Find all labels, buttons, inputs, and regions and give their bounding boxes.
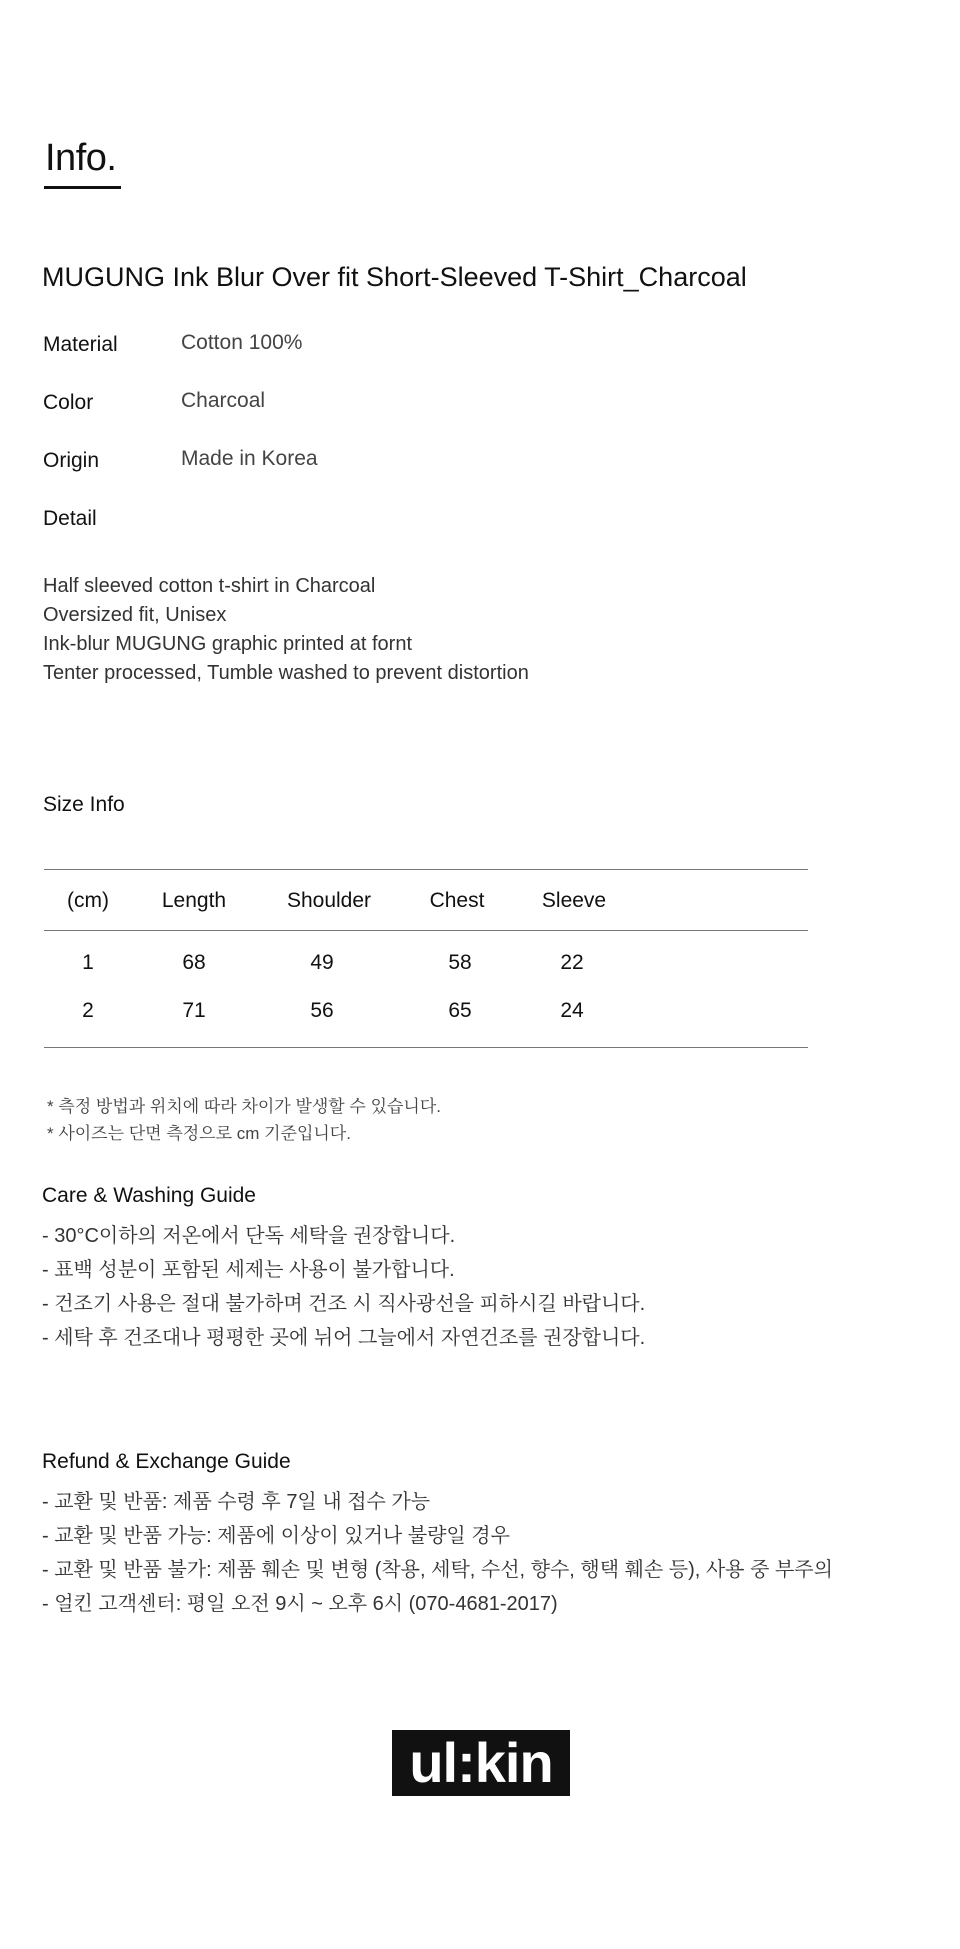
size-notes [47,1093,441,1147]
table-cell-shoulder: 49 [310,951,334,974]
table-cell-length: 71 [182,999,206,1022]
refund-line: - 교환 및 반품 불가: 제품 훼손 및 변형 (착용, 세탁, 수선, 향수, 행택 훼손 등), 사용 중 부주의 [42,1559,833,1581]
care-line: - 30°C이하의 저온에서 단독 세탁을 권장합니다. [42,1225,456,1247]
info-heading-underline [44,186,121,189]
detail-line: Oversized fit, Unisex [43,604,227,626]
refund-line: - 교환 및 반품 가능: 제품에 이상이 있거나 불량일 경우 [42,1525,510,1547]
care-line: - 세탁 후 건조대나 평평한 곳에 뉘어 그늘에서 자연건조를 권장합니다. [42,1327,646,1349]
table-header-sleeve: Sleeve [541,889,607,912]
refund-heading: Refund & Exchange Guide [42,1450,291,1473]
detail-label: Detail [43,507,97,530]
table-cell-chest: 58 [448,951,472,974]
table-bottom-border [44,1047,808,1048]
product-name: MUGUNG Ink Blur Over fit Short-Sleeved T-Shirt_Charcoal [42,262,747,292]
table-header-divider [44,930,808,931]
spec-label: Color [43,391,94,414]
table-header-length: Length [161,889,227,912]
table-cell-size: 1 [82,951,94,974]
refund-line: - 얼킨 고객센터: 평일 오전 9시 ~ 오후 6시 (070-4681-2017) [42,1593,558,1615]
detail-line: Ink-blur MUGUNG graphic printed at fornt [43,633,413,655]
size-info-heading: Size Info [43,793,125,816]
care-heading: Care & Washing Guide [42,1184,256,1207]
spec-value: Made in Korea [181,447,318,470]
size-note: * 측정 방법과 위치에 따라 차이가 발생할 수 있습니다. [47,1097,441,1116]
table-header-unit: (cm) [67,889,109,912]
table-cell-sleeve: 22 [560,951,584,974]
spec-value: Charcoal [181,389,266,412]
table-cell-shoulder: 56 [310,999,334,1022]
detail-description [43,572,529,688]
spec-label: Material [43,333,118,356]
detail-line: Half sleeved cotton t-shirt in Charcoal [43,575,376,597]
size-note: * 사이즈는 단면 측정으로 cm 기준입니다. [47,1124,351,1143]
table-cell-length: 68 [182,951,206,974]
refund-list [42,1485,833,1621]
info-heading: Info. [45,137,117,179]
table-cell-size: 2 [82,999,94,1022]
care-list [42,1219,645,1355]
table-header-shoulder: Shoulder [286,889,372,912]
spec-label: Origin [43,449,100,472]
brand-logo: ul:kin [392,1730,570,1796]
table-top-border [44,869,808,870]
detail-line: Tenter processed, Tumble washed to prevent distortion [43,662,529,684]
refund-line: - 교환 및 반품: 제품 수령 후 7일 내 접수 가능 [42,1491,431,1513]
care-line: - 표백 성분이 포함된 세제는 사용이 불가합니다. [42,1259,455,1281]
table-header-chest: Chest [429,889,485,912]
table-cell-chest: 65 [448,999,472,1022]
spec-value: Cotton 100% [181,331,303,354]
table-cell-sleeve: 24 [560,999,584,1022]
care-line: - 건조기 사용은 절대 불가하며 건조 시 직사광선을 피하시길 바랍니다. [42,1293,646,1315]
